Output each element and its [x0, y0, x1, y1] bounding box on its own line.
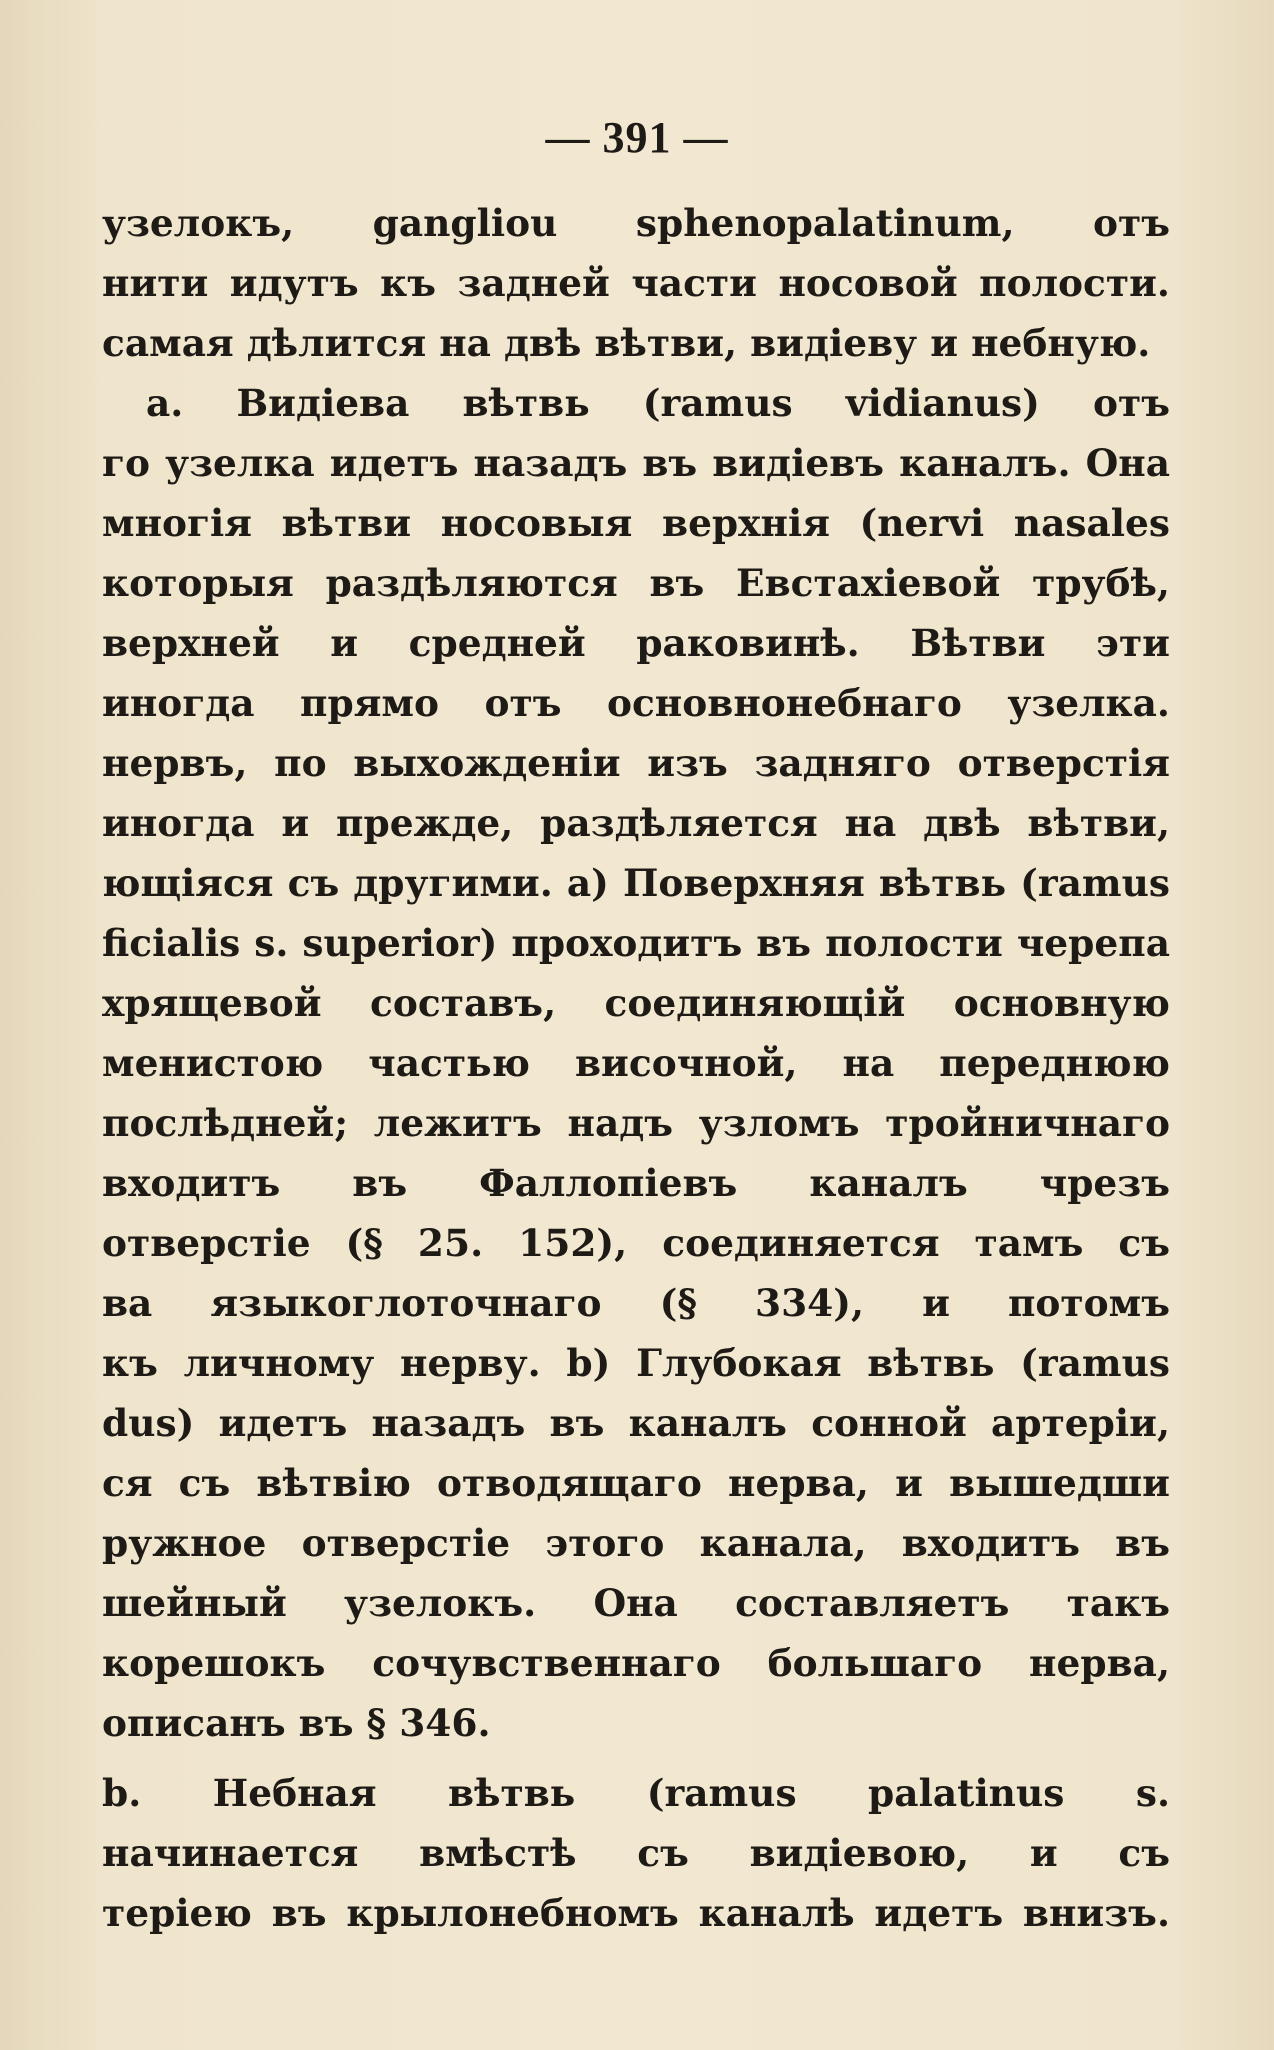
text-line: b. Небная вѣтвь (ramus palatinus s. [102, 1771, 1170, 1815]
text-line: менистою частью височной, на переднюю [102, 1041, 1170, 1085]
body-text [102, 193, 1170, 1943]
text-line: шейный узелокъ. Она составляетъ такъ [102, 1581, 1170, 1625]
text-line: многія вѣтви носовыя верхнія (nervi nasales [102, 501, 1170, 545]
text-line: ся съ вѣтвію отводящаго нерва, и вышедши [102, 1461, 1170, 1505]
text-line: отверстіе (§ 25. 152), соединяется тамъ съ [102, 1221, 1170, 1265]
text-line: ружное отверстіе этого канала, входитъ въ [102, 1521, 1170, 1565]
text-line: которыя раздѣляются въ Евстахіевой трубѣ, [102, 561, 1170, 605]
text-line: нити идутъ къ задней части носовой полости. [102, 261, 1170, 305]
text-line: описанъ въ § 346. [102, 1701, 491, 1745]
text-line: dus) идетъ назадъ въ каналъ сонной артеріи, [102, 1401, 1170, 1445]
text-line: нервъ, по выхожденіи изъ задняго отверстія [102, 741, 1170, 785]
text-line: верхней и средней раковинѣ. Вѣтви эти [102, 621, 1170, 665]
text-line: хрящевой составъ, соединяющій основную [102, 981, 1170, 1025]
text-line: къ личному нерву. b) Глубокая вѣтвь (ramus [102, 1341, 1170, 1385]
text-line: го узелка идетъ назадъ въ видіевъ каналъ. Она [102, 441, 1170, 485]
text-line: a. Видіева вѣтвь (ramus vidianus) отъ [146, 381, 1170, 425]
text-line: корешокъ сочувственнаго большаго нерва, [102, 1641, 1170, 1685]
text-line: послѣдней; лежитъ надъ узломъ тройничнаго [102, 1101, 1170, 1145]
text-line: иногда прямо отъ основнонебнаго узелка. [102, 681, 1170, 725]
text-line: самая дѣлится на двѣ вѣтви, видіеву и небную. [102, 321, 1151, 365]
text-line: начинается вмѣстѣ съ видіевою, и съ [102, 1831, 1170, 1875]
text-line: ficialis s. superior) проходитъ въ полости черепа [102, 921, 1170, 965]
text-line: ющіяся съ другими. a) Поверхняя вѣтвь (ramus [102, 861, 1170, 905]
text-line: узелокъ, gangliou sphenopalatinum, отъ [102, 201, 1170, 245]
text-line: иногда и прежде, раздѣляется на двѣ вѣтви, [102, 801, 1170, 845]
text-line: ва языкоглоточнаго (§ 334), и потомъ [102, 1281, 1170, 1325]
text-line: теріею въ крылонебномъ каналѣ идетъ внизъ. [102, 1891, 1170, 1935]
page-number: — 391 — [545, 113, 729, 162]
text-line: входитъ въ Фаллопіевъ каналъ чрезъ [102, 1161, 1170, 1205]
